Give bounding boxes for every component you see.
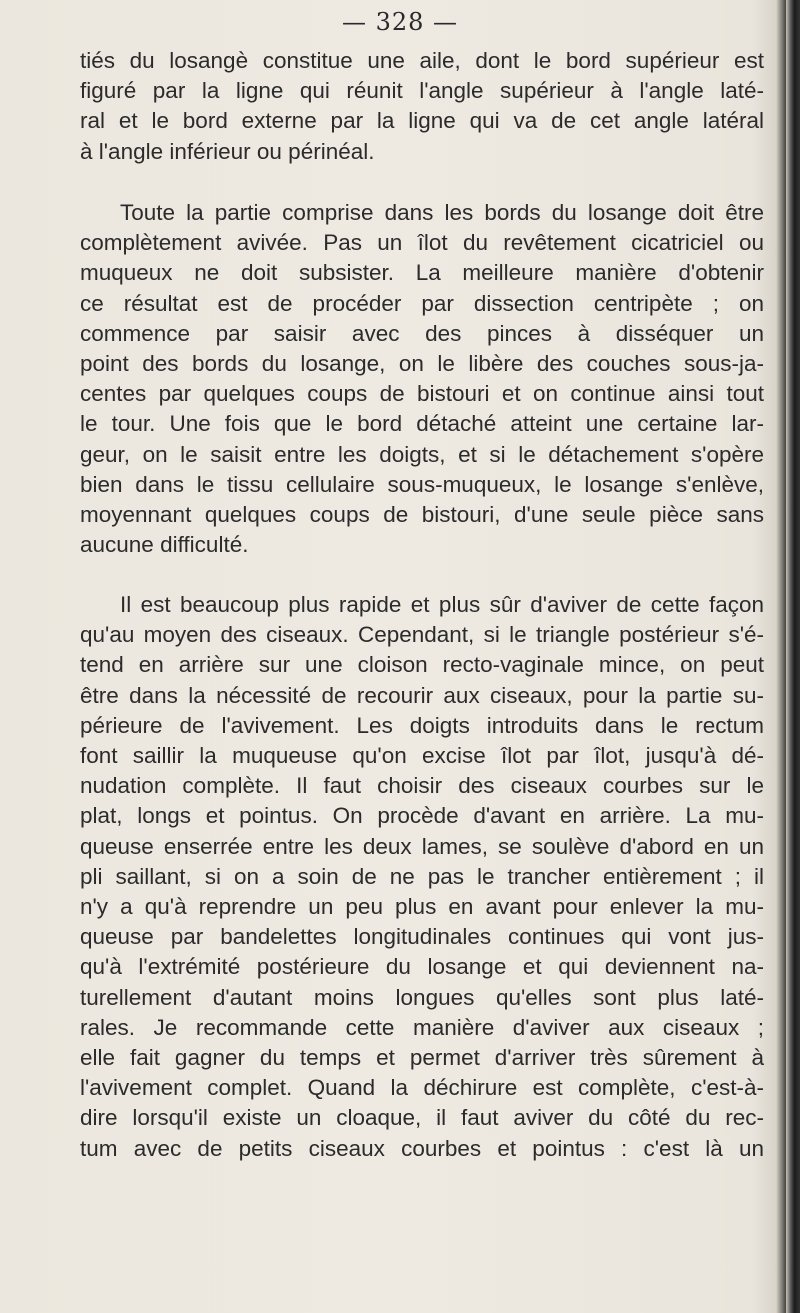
text-line: plat, longs et pointus. On procède d'avant en arrière. La mu- [80, 803, 764, 829]
text-line: à l'angle inférieur ou périnéal. [80, 138, 375, 164]
text-line: font saillir la muqueuse qu'on excise îlot par îlot, jusqu'à dé- [80, 743, 764, 769]
text-line: queuse par bandelettes longitudinales continues qui vont jus- [80, 924, 764, 950]
text-line: rales. Je recommande cette manière d'aviver aux ciseaux ; [80, 1014, 764, 1040]
text-line: tum avec de petits ciseaux courbes et pointus : c'est là un [80, 1135, 764, 1161]
text-line: centes par quelques coups de bistouri et on continue ainsi tout [80, 381, 764, 407]
text-line: qu'au moyen des ciseaux. Cependant, si le triangle postérieur s'é- [80, 622, 764, 648]
text-line: ce résultat est de procéder par dissection centripète ; on [80, 290, 764, 316]
text-line: Il est beaucoup plus rapide et plus sûr d'aviver de cette façon [120, 592, 764, 617]
text-line: geur, on le saisit entre les doigts, et si le détachement s'opère [80, 441, 764, 467]
text-line: dire lorsqu'il existe un cloaque, il faut aviver du côté du rec- [80, 1105, 764, 1131]
text-line: figuré par la ligne qui réunit l'angle supérieur à l'angle laté- [80, 78, 764, 104]
text-line: ral et le bord externe par la ligne qui va de cet angle latéral [80, 108, 764, 134]
text-line: elle fait gagner du temps et permet d'arriver très sûrement à [80, 1045, 764, 1071]
text-line: point des bords du losange, on le libère des couches sous-ja- [80, 351, 764, 377]
text-line: Toute la partie comprise dans les bords du losange doit être [120, 200, 764, 225]
text-line: bien dans le tissu cellulaire sous-muqueux, le losange s'enlève, [80, 471, 764, 497]
text-line: être dans la nécessité de recourir aux ciseaux, pour la partie su- [80, 682, 764, 708]
text-line: moyennant quelques coups de bistouri, d'une seule pièce sans [80, 502, 764, 528]
page-number: — 328 — [341, 8, 459, 36]
paragraph-3 [80, 590, 764, 1164]
paragraph-2 [80, 198, 764, 560]
text-line: le tour. Une fois que le bord détaché atteint une certaine lar- [80, 411, 764, 437]
text-line: tiés du losangè constitue une aile, dont le bord supérieur est [80, 48, 764, 73]
text-line: aucune difficulté. [80, 532, 249, 558]
text-line: complètement avivée. Pas un îlot du revêtement cicatriciel ou [80, 230, 764, 256]
text-line: périeure de l'avivement. Les doigts introduits dans le rectum [80, 712, 764, 738]
page-binding-edge [786, 0, 800, 1313]
text-line: n'y a qu'à reprendre un peu plus en avant pour enlever la mu- [80, 894, 764, 920]
paragraph-1 [80, 46, 764, 167]
text-line: commence par saisir avec des pinces à disséquer un [80, 320, 764, 346]
text-line: qu'à l'extrémité postérieure du losange et qui deviennent na- [80, 954, 764, 980]
text-line: queuse enserrée entre les deux lames, se soulève d'abord en un [80, 833, 764, 859]
text-line: turellement d'autant moins longues qu'elles sont plus laté- [80, 984, 764, 1010]
text-line: nudation complète. Il faut choisir des ciseaux courbes sur le [80, 773, 764, 799]
text-line: pli saillant, si on a soin de ne pas le trancher entièrement ; il [80, 863, 764, 889]
text-line: tend en arrière sur une cloison recto-vaginale mince, on peut [80, 652, 764, 678]
text-line: muqueux ne doit subsister. La meilleure manière d'obtenir [80, 260, 764, 286]
text-line: l'avivement complet. Quand la déchirure est complète, c'est-à- [80, 1075, 764, 1101]
